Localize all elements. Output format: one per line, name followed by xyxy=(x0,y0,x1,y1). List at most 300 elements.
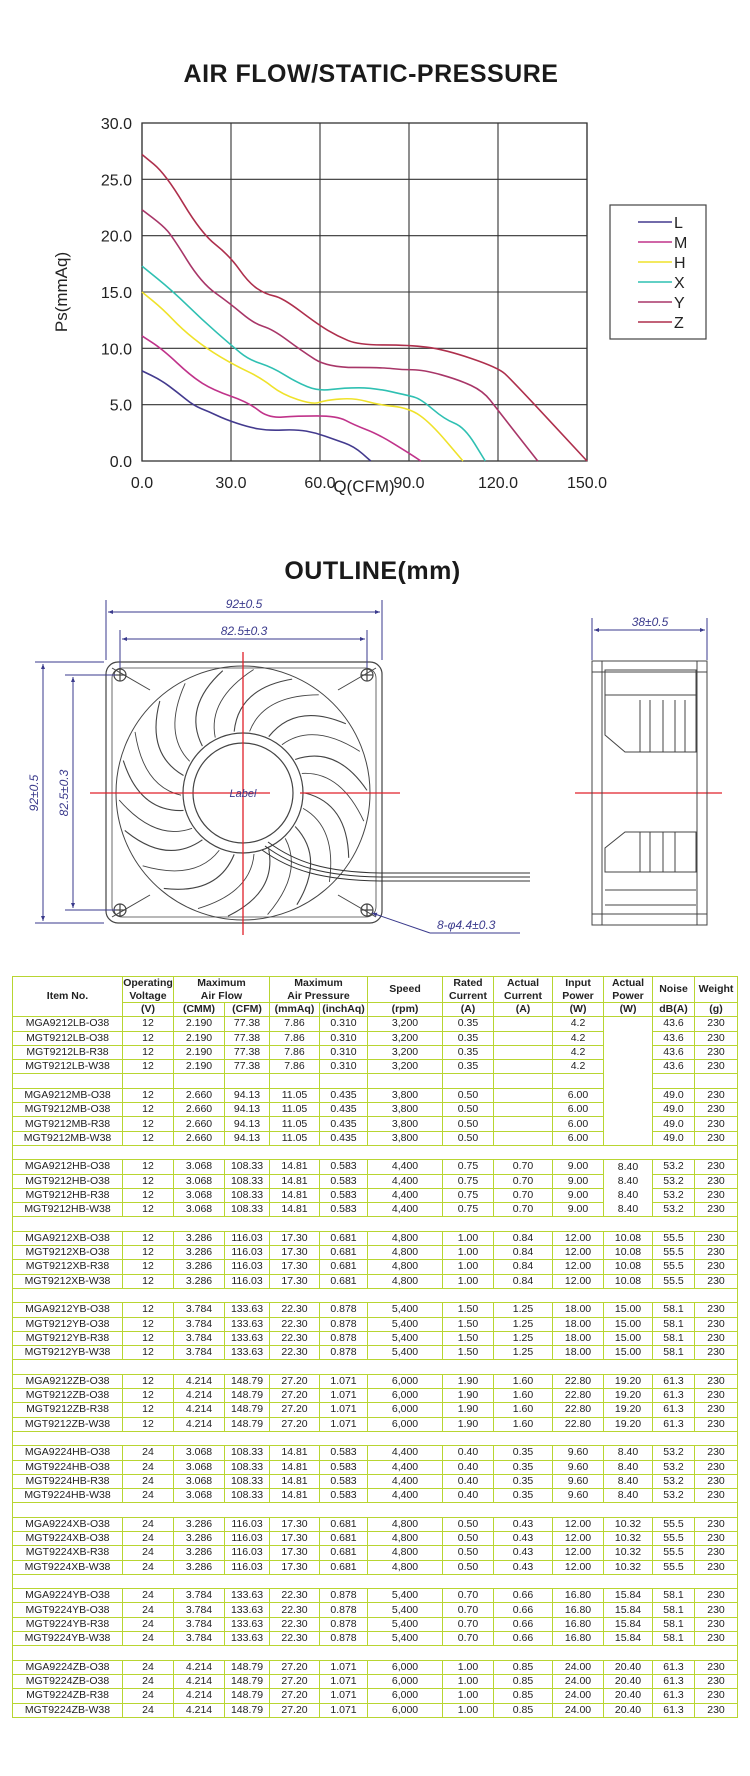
table-cell: 15.84 xyxy=(604,1589,653,1603)
table-cell: 0.70 xyxy=(443,1603,494,1617)
y-axis-label: Ps(mmAq) xyxy=(52,251,71,333)
legend-label-h: H xyxy=(674,255,686,272)
table-cell: 24.00 xyxy=(553,1703,604,1717)
table-cell: 1.50 xyxy=(443,1331,494,1345)
table-cell: 230 xyxy=(695,1689,738,1703)
table-cell: 18.00 xyxy=(553,1331,604,1345)
table-cell: 18.00 xyxy=(553,1303,604,1317)
table-cell: 22.80 xyxy=(553,1389,604,1403)
spacer-cell xyxy=(604,1574,653,1588)
spacer-cell xyxy=(368,1646,443,1660)
spacer-cell xyxy=(553,1574,604,1588)
table-cell: 2.190 xyxy=(174,1045,225,1059)
spacer-cell xyxy=(443,1288,494,1302)
blade-edge xyxy=(214,669,254,737)
table-cell: 0.50 xyxy=(443,1088,494,1102)
spacer-cell xyxy=(320,1217,368,1231)
table-cell: 61.3 xyxy=(653,1689,695,1703)
spacer-cell xyxy=(320,1431,368,1445)
table-cell: 230 xyxy=(695,1346,738,1360)
item-no-cell: MGA9212ZB-O38 xyxy=(13,1374,123,1388)
table-cell: 1.00 xyxy=(443,1274,494,1288)
x-tick-label: 150.0 xyxy=(566,475,608,492)
table-cell: 1.60 xyxy=(494,1389,553,1403)
table-cell: 133.63 xyxy=(225,1632,270,1646)
table-cell: 12 xyxy=(123,1389,174,1403)
table-cell: 5,400 xyxy=(368,1632,443,1646)
table-cell: 12 xyxy=(123,1246,174,1260)
table-cell: 43.6 xyxy=(653,1031,695,1045)
table-cell: 77.38 xyxy=(225,1045,270,1059)
table-cell: 230 xyxy=(695,1031,738,1045)
table-row xyxy=(13,1403,738,1417)
y-tick-label: 30.0 xyxy=(100,116,132,133)
table-cell: 230 xyxy=(695,1674,738,1688)
table-cell: 0.70 xyxy=(494,1203,553,1217)
table-cell: 3.784 xyxy=(174,1303,225,1317)
spacer-cell xyxy=(695,1646,738,1660)
spacer-cell xyxy=(368,1145,443,1159)
spacer-row xyxy=(13,1074,738,1088)
table-row xyxy=(13,1660,738,1674)
item-no-cell: MGT9224HB-R38 xyxy=(13,1474,123,1488)
table-cell: 12.00 xyxy=(553,1531,604,1545)
table-cell: 61.3 xyxy=(653,1703,695,1717)
table-cell: 12 xyxy=(123,1417,174,1431)
item-no-cell: MGT9212MB-W38 xyxy=(13,1131,123,1145)
table-cell: 0.310 xyxy=(320,1045,368,1059)
table-cell: 1.00 xyxy=(443,1674,494,1688)
table-row xyxy=(13,1103,738,1117)
table-cell: 116.03 xyxy=(225,1560,270,1574)
table-cell: 7.86 xyxy=(270,1031,320,1045)
table-cell: 230 xyxy=(695,1474,738,1488)
table-cell: 230 xyxy=(695,1560,738,1574)
table-cell: 16.80 xyxy=(553,1632,604,1646)
table-cell: 4,400 xyxy=(368,1188,443,1202)
spacer-cell xyxy=(494,1646,553,1660)
table-cell: 1.90 xyxy=(443,1417,494,1431)
spacer-cell xyxy=(695,1288,738,1302)
table-cell: 0.681 xyxy=(320,1531,368,1545)
spacer-cell xyxy=(494,1360,553,1374)
spacer-cell xyxy=(494,1145,553,1159)
table-cell: 3.068 xyxy=(174,1203,225,1217)
table-cell: 4,800 xyxy=(368,1517,443,1531)
table-cell xyxy=(494,1117,553,1131)
table-cell: 19.20 xyxy=(604,1389,653,1403)
table-cell: 2.190 xyxy=(174,1060,225,1074)
chart-curves xyxy=(142,155,587,461)
spacer-cell xyxy=(604,1503,653,1517)
spacer-cell xyxy=(225,1074,270,1088)
table-cell: 0.878 xyxy=(320,1603,368,1617)
table-cell: 0.878 xyxy=(320,1346,368,1360)
table-row xyxy=(13,1303,738,1317)
item-no-cell: MGA9224HB-O38 xyxy=(13,1446,123,1460)
table-cell: 0.35 xyxy=(494,1446,553,1460)
front-height-dimension: 92±0.5 xyxy=(27,774,41,812)
table-cell: 43.6 xyxy=(653,1017,695,1031)
table-cell: 230 xyxy=(695,1188,738,1202)
table-cell: 24 xyxy=(123,1560,174,1574)
table-cell: 0.35 xyxy=(443,1060,494,1074)
spacer-cell xyxy=(494,1431,553,1445)
x-tick-label: 30.0 xyxy=(215,475,247,492)
table-cell: 49.0 xyxy=(653,1117,695,1131)
table-cell: 94.13 xyxy=(225,1088,270,1102)
legend-label-z: Z xyxy=(674,315,684,332)
table-cell: 1.25 xyxy=(494,1331,553,1345)
table-cell: 5,400 xyxy=(368,1346,443,1360)
spacer-cell xyxy=(653,1503,695,1517)
table-cell: 58.1 xyxy=(653,1303,695,1317)
spacer-cell xyxy=(695,1217,738,1231)
spacer-cell xyxy=(553,1145,604,1159)
table-cell: 0.681 xyxy=(320,1274,368,1288)
table-cell: 133.63 xyxy=(225,1589,270,1603)
table-cell: 77.38 xyxy=(225,1031,270,1045)
table-cell: 24.00 xyxy=(553,1689,604,1703)
unit-actual-a: (A) xyxy=(494,1003,553,1017)
table-cell: 0.66 xyxy=(494,1617,553,1631)
table-cell: 230 xyxy=(695,1317,738,1331)
table-cell: 3.286 xyxy=(174,1246,225,1260)
table-cell: 12 xyxy=(123,1274,174,1288)
table-cell: 24 xyxy=(123,1460,174,1474)
table-cell: 12.00 xyxy=(553,1246,604,1260)
table-cell: 0.50 xyxy=(443,1117,494,1131)
table-cell: 1.071 xyxy=(320,1689,368,1703)
table-cell xyxy=(604,1117,653,1131)
table-cell: 53.2 xyxy=(653,1489,695,1503)
table-cell: 0.35 xyxy=(494,1460,553,1474)
table-cell: 22.30 xyxy=(270,1589,320,1603)
table-cell: 108.33 xyxy=(225,1160,270,1174)
table-cell: 12 xyxy=(123,1303,174,1317)
table-cell: 15.00 xyxy=(604,1346,653,1360)
series-line-x xyxy=(142,266,485,461)
table-cell: 3.068 xyxy=(174,1446,225,1460)
spacer-cell xyxy=(494,1574,553,1588)
table-cell: 9.00 xyxy=(553,1160,604,1174)
table-cell: 1.90 xyxy=(443,1403,494,1417)
spacer-cell xyxy=(13,1145,123,1159)
table-cell: 0.75 xyxy=(443,1160,494,1174)
table-cell: 4.214 xyxy=(174,1403,225,1417)
table-cell: 6.00 xyxy=(553,1117,604,1131)
spacer-cell xyxy=(653,1360,695,1374)
spacer-cell xyxy=(604,1431,653,1445)
table-cell: 15.84 xyxy=(604,1603,653,1617)
table-cell: 61.3 xyxy=(653,1660,695,1674)
table-cell: 1.25 xyxy=(494,1346,553,1360)
table-cell: 108.33 xyxy=(225,1474,270,1488)
table-cell: 0.84 xyxy=(494,1274,553,1288)
table-cell: 0.35 xyxy=(443,1017,494,1031)
chart-legend xyxy=(610,205,706,339)
table-cell: 20.40 xyxy=(604,1660,653,1674)
mounting-holes-dimension: 8-φ4.4±0.3 xyxy=(437,918,496,932)
table-cell: 7.86 xyxy=(270,1045,320,1059)
table-cell: 1.00 xyxy=(443,1689,494,1703)
spacer-cell xyxy=(174,1074,225,1088)
table-cell xyxy=(494,1103,553,1117)
table-cell: 0.84 xyxy=(494,1246,553,1260)
table-cell: 0.681 xyxy=(320,1231,368,1245)
table-cell: 0.50 xyxy=(443,1560,494,1574)
spacer-cell xyxy=(653,1574,695,1588)
table-cell: 55.5 xyxy=(653,1260,695,1274)
spacer-cell xyxy=(174,1145,225,1159)
table-cell: 19.20 xyxy=(604,1374,653,1388)
spacer-cell xyxy=(553,1431,604,1445)
table-cell: 0.435 xyxy=(320,1088,368,1102)
table-cell: 0.84 xyxy=(494,1260,553,1274)
item-no-cell: MGA9212YB-O38 xyxy=(13,1303,123,1317)
table-cell: 53.2 xyxy=(653,1203,695,1217)
item-no-cell: MGT9212XB-O38 xyxy=(13,1246,123,1260)
spacer-row xyxy=(13,1360,738,1374)
table-cell xyxy=(604,1060,653,1074)
table-cell xyxy=(604,1017,653,1031)
table-cell: 11.05 xyxy=(270,1117,320,1131)
spacer-cell xyxy=(174,1503,225,1517)
table-row xyxy=(13,1546,738,1560)
table-cell: 12 xyxy=(123,1374,174,1388)
table-cell: 12 xyxy=(123,1131,174,1145)
table-cell: 16.80 xyxy=(553,1589,604,1603)
spacer-cell xyxy=(123,1145,174,1159)
table-cell: 4,400 xyxy=(368,1174,443,1188)
table-cell: 2.660 xyxy=(174,1088,225,1102)
table-cell: 230 xyxy=(695,1703,738,1717)
spacer-cell xyxy=(368,1074,443,1088)
table-cell: 4,400 xyxy=(368,1160,443,1174)
table-cell: 0.70 xyxy=(494,1174,553,1188)
table-cell xyxy=(494,1031,553,1045)
table-cell: 3.068 xyxy=(174,1489,225,1503)
center-lines xyxy=(90,652,722,935)
table-cell: 15.00 xyxy=(604,1331,653,1345)
table-cell: 0.583 xyxy=(320,1446,368,1460)
spec-table-body xyxy=(13,1017,738,1718)
table-cell: 1.00 xyxy=(443,1260,494,1274)
item-no-cell: MGA9212HB-O38 xyxy=(13,1160,123,1174)
table-cell: 22.30 xyxy=(270,1617,320,1631)
item-no-cell: MGA9212LB-O38 xyxy=(13,1017,123,1031)
table-cell: 230 xyxy=(695,1231,738,1245)
table-cell: 17.30 xyxy=(270,1231,320,1245)
table-row xyxy=(13,1246,738,1260)
table-cell: 12 xyxy=(123,1403,174,1417)
hole-spacing-v-dimension: 82.5±0.3 xyxy=(57,769,71,817)
table-cell: 14.81 xyxy=(270,1474,320,1488)
table-cell: 5,400 xyxy=(368,1317,443,1331)
header-actual-power: Actual Power xyxy=(604,977,653,1003)
table-cell: 4,400 xyxy=(368,1203,443,1217)
table-cell: 116.03 xyxy=(225,1531,270,1545)
table-cell: 0.878 xyxy=(320,1617,368,1631)
header-rated-current: Rated Current xyxy=(443,977,494,1003)
table-cell: 116.03 xyxy=(225,1246,270,1260)
spacer-cell xyxy=(443,1145,494,1159)
table-cell: 1.50 xyxy=(443,1303,494,1317)
table-cell: 20.40 xyxy=(604,1703,653,1717)
x-tick-label: 0.0 xyxy=(130,475,154,492)
spacer-cell xyxy=(270,1503,320,1517)
table-cell: 6.00 xyxy=(553,1088,604,1102)
table-cell: 0.435 xyxy=(320,1117,368,1131)
table-cell: 5,400 xyxy=(368,1331,443,1345)
table-cell: 17.30 xyxy=(270,1246,320,1260)
table-cell: 4,800 xyxy=(368,1274,443,1288)
depth-dimension: 38±0.5 xyxy=(631,615,669,629)
table-cell: 14.81 xyxy=(270,1160,320,1174)
table-cell: 230 xyxy=(695,1088,738,1102)
spacer-cell xyxy=(13,1288,123,1302)
table-cell: 12 xyxy=(123,1103,174,1117)
table-cell: 10.32 xyxy=(604,1517,653,1531)
spacer-cell xyxy=(368,1217,443,1231)
table-row xyxy=(13,1188,738,1202)
table-cell: 133.63 xyxy=(225,1603,270,1617)
spacer-cell xyxy=(653,1646,695,1660)
table-cell: 4,800 xyxy=(368,1260,443,1274)
table-cell: 3.068 xyxy=(174,1474,225,1488)
item-no-cell: MGT9212ZB-R38 xyxy=(13,1403,123,1417)
table-cell: 148.79 xyxy=(225,1374,270,1388)
table-cell: 230 xyxy=(695,1260,738,1274)
table-row xyxy=(13,1045,738,1059)
table-cell: 61.3 xyxy=(653,1389,695,1403)
table-cell: 148.79 xyxy=(225,1689,270,1703)
table-cell: 3.784 xyxy=(174,1346,225,1360)
table-cell: 0.681 xyxy=(320,1517,368,1531)
spacer-cell xyxy=(653,1074,695,1088)
table-cell: 0.75 xyxy=(443,1203,494,1217)
table-cell: 5,400 xyxy=(368,1603,443,1617)
blade-edge xyxy=(250,695,319,732)
table-cell: 4.214 xyxy=(174,1660,225,1674)
spacer-cell xyxy=(225,1360,270,1374)
item-no-cell: MGT9224XB-R38 xyxy=(13,1546,123,1560)
table-cell: 4.214 xyxy=(174,1417,225,1431)
table-cell: 1.50 xyxy=(443,1317,494,1331)
spacer-cell xyxy=(225,1145,270,1159)
table-cell: 12 xyxy=(123,1060,174,1074)
legend-label-y: Y xyxy=(674,295,685,312)
table-cell: 12 xyxy=(123,1045,174,1059)
table-row xyxy=(13,1689,738,1703)
table-cell: 148.79 xyxy=(225,1703,270,1717)
spacer-cell xyxy=(225,1288,270,1302)
blade xyxy=(228,849,270,916)
spacer-cell xyxy=(320,1574,368,1588)
table-cell: 17.30 xyxy=(270,1260,320,1274)
table-cell: 53.2 xyxy=(653,1460,695,1474)
table-cell xyxy=(494,1131,553,1145)
item-no-cell: MGT9212XB-R38 xyxy=(13,1260,123,1274)
table-cell: 8.40 xyxy=(604,1160,653,1174)
table-cell: 53.2 xyxy=(653,1188,695,1202)
item-no-cell: MGT9224ZB-R38 xyxy=(13,1689,123,1703)
spacer-cell xyxy=(368,1288,443,1302)
table-cell: 0.878 xyxy=(320,1331,368,1345)
spacer-cell xyxy=(695,1360,738,1374)
table-cell: 2.190 xyxy=(174,1031,225,1045)
spacer-cell xyxy=(225,1431,270,1445)
spacer-cell xyxy=(443,1431,494,1445)
table-cell: 1.071 xyxy=(320,1703,368,1717)
table-cell: 230 xyxy=(695,1103,738,1117)
spacer-cell xyxy=(553,1074,604,1088)
spacer-cell xyxy=(225,1503,270,1517)
table-cell: 4.214 xyxy=(174,1689,225,1703)
table-cell: 116.03 xyxy=(225,1274,270,1288)
table-cell: 12 xyxy=(123,1160,174,1174)
table-cell: 0.40 xyxy=(443,1460,494,1474)
table-cell: 3.068 xyxy=(174,1160,225,1174)
table-cell: 8.40 xyxy=(604,1174,653,1188)
table-cell: 10.32 xyxy=(604,1531,653,1545)
table-cell: 6,000 xyxy=(368,1389,443,1403)
table-cell: 230 xyxy=(695,1246,738,1260)
table-cell: 49.0 xyxy=(653,1088,695,1102)
table-cell: 3.286 xyxy=(174,1260,225,1274)
table-cell: 116.03 xyxy=(225,1231,270,1245)
table-cell: 12 xyxy=(123,1317,174,1331)
table-cell: 3,200 xyxy=(368,1045,443,1059)
table-cell: 0.310 xyxy=(320,1017,368,1031)
table-cell: 77.38 xyxy=(225,1017,270,1031)
table-cell: 9.00 xyxy=(553,1174,604,1188)
table-cell: 0.35 xyxy=(443,1045,494,1059)
table-cell: 24.00 xyxy=(553,1674,604,1688)
table-cell: 0.583 xyxy=(320,1474,368,1488)
frame-strut xyxy=(338,668,376,690)
table-cell: 24 xyxy=(123,1660,174,1674)
x-tick-label: 90.0 xyxy=(393,475,425,492)
table-cell: 0.310 xyxy=(320,1031,368,1045)
table-cell: 6,000 xyxy=(368,1660,443,1674)
table-cell: 3,800 xyxy=(368,1131,443,1145)
table-cell: 15.00 xyxy=(604,1303,653,1317)
table-cell: 0.85 xyxy=(494,1689,553,1703)
item-no-cell: MGT9212LB-R38 xyxy=(13,1045,123,1059)
header-noise: Noise xyxy=(653,977,695,1003)
table-cell: 53.2 xyxy=(653,1174,695,1188)
fan-wires xyxy=(262,842,530,881)
spacer-cell xyxy=(123,1360,174,1374)
table-cell: 22.30 xyxy=(270,1346,320,1360)
table-cell: 0.75 xyxy=(443,1174,494,1188)
item-no-cell: MGT9224XB-W38 xyxy=(13,1560,123,1574)
table-row xyxy=(13,1517,738,1531)
table-cell: 1.071 xyxy=(320,1417,368,1431)
table-cell: 49.0 xyxy=(653,1131,695,1145)
spacer-cell xyxy=(174,1288,225,1302)
table-cell: 77.38 xyxy=(225,1060,270,1074)
table-cell: 0.40 xyxy=(443,1446,494,1460)
spacer-cell xyxy=(174,1360,225,1374)
table-cell: 116.03 xyxy=(225,1260,270,1274)
table-cell: 0.878 xyxy=(320,1589,368,1603)
table-cell: 12.00 xyxy=(553,1231,604,1245)
table-cell: 53.2 xyxy=(653,1474,695,1488)
table-cell: 55.5 xyxy=(653,1246,695,1260)
table-cell: 0.878 xyxy=(320,1317,368,1331)
